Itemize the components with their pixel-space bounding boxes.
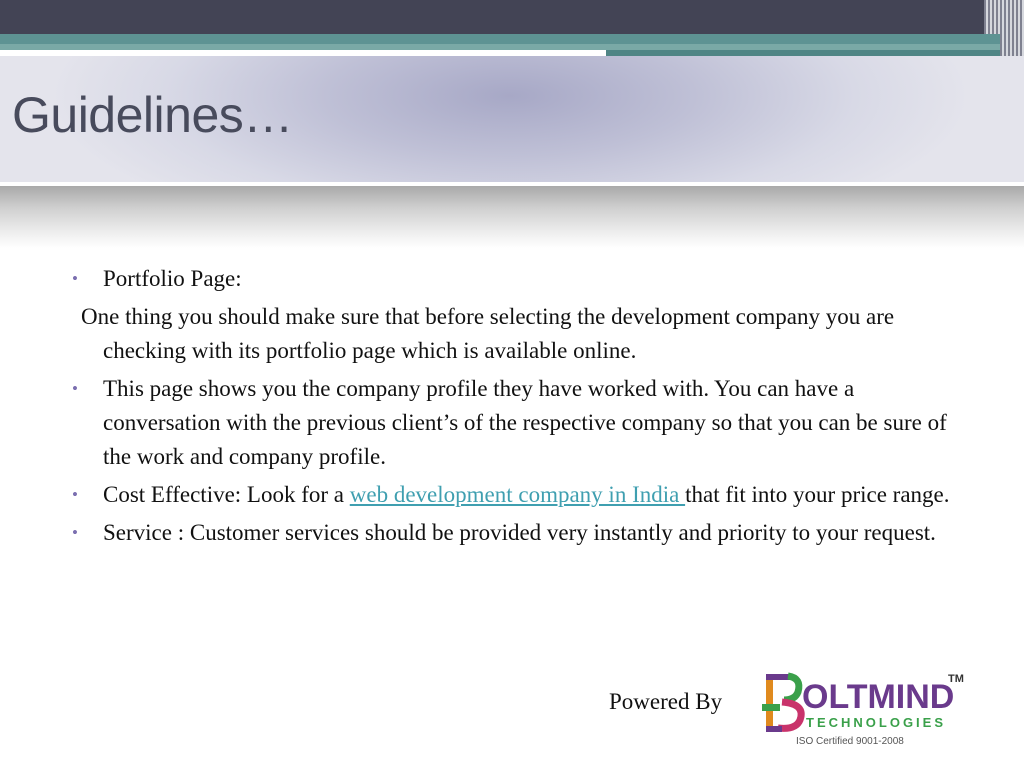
bullet-icon: • [72,523,78,542]
slide-content [72,262,972,554]
bullet-item-service [72,516,972,550]
bullet-text: Service : Customer services should be provided very instantly and priority to your request. [103,520,936,545]
bullet-icon: • [72,269,78,288]
logo-subtitle: TECHNOLOGIES [806,715,947,730]
bullet-item-portfolio [72,262,972,296]
company-logo [762,670,968,748]
bullet-text: This page shows you the company profile they have worked with. You can have a conversation with the previous client’s of the respective company so that you can be sure of the work and company profile. [103,376,947,469]
powered-by-label: Powered By [609,689,723,714]
bullet-text: Portfolio Page: [103,266,242,291]
bullet-item-cost [72,478,972,512]
teal-band [0,34,1000,44]
logo-trademark: TM [948,673,964,685]
top-bar [0,0,1024,34]
bullet-icon: • [72,379,78,398]
logo-iso: ISO Certified 9001-2008 [796,736,904,747]
bullet-icon: • [72,485,78,504]
bullet-text-prefix: Cost Effective: Look for a [103,482,350,507]
portfolio-paragraph: One thing you should make sure that before selecting the development company you are checking with its portfolio page which is available online. [81,304,895,363]
slide-title: Guidelines… [12,87,293,143]
bullet-item-profile [72,372,972,474]
logo-name: OLTMIND [802,678,955,716]
title-shadow-band [0,186,1024,248]
logo-b-icon [762,674,801,732]
web-development-link[interactable]: web development company in India [349,482,686,507]
bullet-text-suffix: that fit into your price range. [685,482,950,507]
